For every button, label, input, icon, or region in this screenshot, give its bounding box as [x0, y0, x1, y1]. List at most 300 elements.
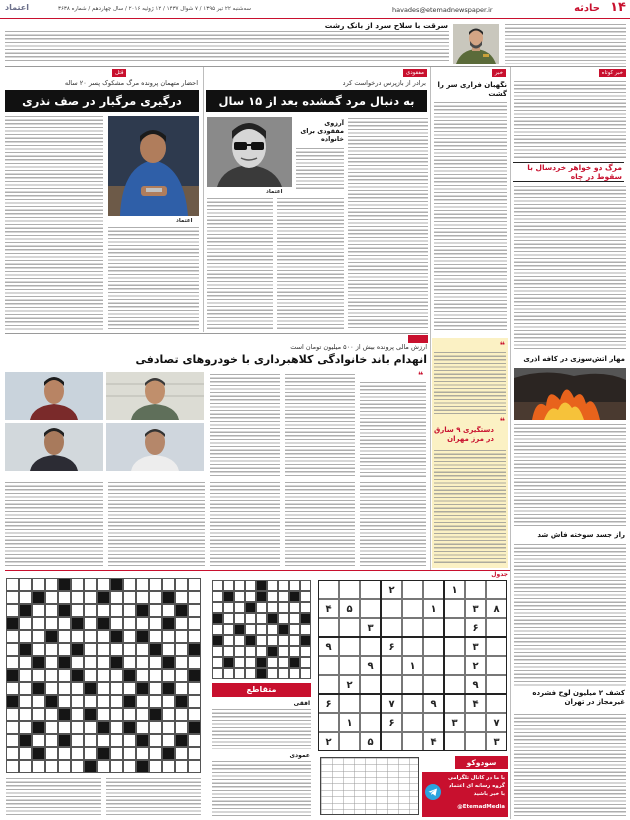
crossword-clues-2: [106, 778, 201, 816]
crossword-black-cell: [188, 669, 201, 682]
missing-story-body-text-2: [348, 118, 428, 330]
crossword-black-cell: [110, 656, 123, 669]
crossword-cell: [289, 580, 300, 591]
telegram-line1: با ما در کانال تلگرامی: [447, 775, 505, 781]
sudoku-box: [318, 637, 381, 694]
mid-page-divider: [5, 333, 428, 334]
short-news-body-text: [514, 81, 626, 159]
crossword-cell: [136, 669, 149, 682]
sudoku-box: [381, 694, 444, 751]
crossword-cell: [58, 643, 71, 656]
crossword-black-cell: [300, 635, 311, 646]
sudoku-cell: ۹: [465, 675, 486, 694]
crossword-cell: [32, 630, 45, 643]
crossword-cell: [267, 635, 278, 646]
crossword-cell: [123, 747, 136, 760]
mini-crossword-label: متقاطع: [212, 683, 311, 697]
crossword-black-cell: [278, 624, 289, 635]
across-clues-label: افقی: [293, 700, 310, 707]
crossword-black-cell: [71, 669, 84, 682]
sidebar-story4-body-text: [514, 714, 626, 816]
crossword-clues-1: [6, 778, 101, 816]
missing-story-body-text-3: [207, 198, 273, 330]
sudoku-box: [444, 694, 507, 751]
crossword-black-cell: [32, 656, 45, 669]
crossword-black-cell: [212, 613, 223, 624]
crossword-cell: [149, 656, 162, 669]
top-story-divider: [5, 66, 626, 67]
crossword-black-cell: [97, 617, 110, 630]
crossword-cell: [84, 630, 97, 643]
crossword-cell: [110, 734, 123, 747]
crossword-cell: [19, 617, 32, 630]
crossword-cell: [256, 602, 267, 613]
crossword-cell: [267, 668, 278, 679]
fraud-story-body-text-2: [285, 374, 355, 478]
crossword-cell: [71, 695, 84, 708]
newspaper-logo: اعتماد: [5, 3, 29, 12]
sudoku-cell: ۶: [465, 618, 486, 637]
quote-icon: ❝: [499, 417, 505, 427]
sudoku-cell: ۱: [444, 580, 465, 599]
crossword-black-cell: [6, 669, 19, 682]
crossword-cell: [123, 617, 136, 630]
crossword-cell: [6, 643, 19, 656]
across-clues: [212, 709, 311, 749]
crossword-cell: [84, 591, 97, 604]
crossword-black-cell: [136, 682, 149, 695]
crossword-cell: [300, 591, 311, 602]
crossword-cell: [32, 604, 45, 617]
crossword-cell: [256, 646, 267, 657]
crossword-cell: [300, 646, 311, 657]
crossword-cell: [110, 643, 123, 656]
murder-story-byline: اعتماد: [176, 218, 193, 224]
page-header: [0, 0, 630, 19]
crossword-cell: [136, 578, 149, 591]
crossword-cell: [71, 604, 84, 617]
crossword-cell: [289, 635, 300, 646]
crossword-cell: [223, 624, 234, 635]
crossword-cell: [6, 708, 19, 721]
crossword-cell: [123, 656, 136, 669]
border-story-body-text: [434, 450, 506, 564]
crossword-black-cell: [19, 643, 32, 656]
down-clues-label: عمودی: [289, 752, 310, 759]
crossword-cell: [32, 734, 45, 747]
short-news-label: خبر کوتاه: [599, 69, 626, 77]
crossword-cell: [223, 668, 234, 679]
crossword-cell: [267, 602, 278, 613]
crossword-cell: [6, 604, 19, 617]
crossword-black-cell: [58, 578, 71, 591]
crossword-cell: [245, 613, 256, 624]
crossword-cell: [32, 669, 45, 682]
sudoku-cell: ۱: [423, 599, 444, 618]
crossword-cell: [223, 613, 234, 624]
crossword-black-cell: [84, 760, 97, 773]
crossword-black-cell: [256, 591, 267, 602]
crossword-black-cell: [149, 643, 162, 656]
fraud-story-body-text-4: [5, 482, 103, 566]
missing-story-tag: مفقودی: [403, 69, 427, 77]
crossword-cell: [97, 708, 110, 721]
crossword-cell: [149, 630, 162, 643]
sidebar-divider: [510, 67, 511, 819]
sidebar-story4-headline: کشف ۲ میلیون لوح فشرده غیرمجاز در تهران: [532, 689, 625, 706]
crossword-black-cell: [149, 708, 162, 721]
sidebar-story3-body-text: [514, 544, 626, 686]
crossword-cell: [45, 760, 58, 773]
crossword-cell: [175, 630, 188, 643]
crossword-cell: [6, 760, 19, 773]
crossword-black-cell: [289, 591, 300, 602]
crossword-cell: [32, 708, 45, 721]
crossword-cell: [123, 734, 136, 747]
crossword-cell: [110, 669, 123, 682]
crossword-cell: [223, 635, 234, 646]
crossword-cell: [136, 747, 149, 760]
crossword-cell: [188, 695, 201, 708]
crossword-cell: [245, 668, 256, 679]
crossword-cell: [162, 721, 175, 734]
crossword-cell: [149, 721, 162, 734]
crossword-cell: [289, 613, 300, 624]
telegram-handle: @EtemadMedia: [457, 804, 505, 810]
crossword-cell: [136, 617, 149, 630]
border-story-headline: دستگیری ۹ سارق در مرز مهران: [434, 426, 494, 443]
sidebar-story1-body-text: [514, 186, 626, 350]
crossword-black-cell: [162, 682, 175, 695]
crossword-black-cell: [6, 617, 19, 630]
crossword-black-cell: [58, 708, 71, 721]
column2-divider: [430, 67, 431, 570]
crossword-cell: [110, 617, 123, 630]
section-email: havades@etemadnewspaper.ir: [392, 6, 493, 14]
crossword-cell: [71, 630, 84, 643]
crossword-cell: [45, 734, 58, 747]
crossword-cell: [19, 591, 32, 604]
top-story-body-text-right: [505, 24, 626, 64]
crossword-cell: [97, 656, 110, 669]
crossword-black-cell: [136, 734, 149, 747]
crossword-cell: [267, 657, 278, 668]
fraud-story-headline: انهدام باند خانوادگی کلاهبرداری با خودروهای تصادفی: [135, 353, 427, 366]
crossword-cell: [71, 682, 84, 695]
sudoku-cell: ۶: [318, 694, 339, 713]
sudoku-cell: ۴: [318, 599, 339, 618]
crossword-cell: [162, 643, 175, 656]
crossword-cell: [212, 602, 223, 613]
crossword-cell: [256, 635, 267, 646]
crossword-cell: [278, 580, 289, 591]
crossword-black-cell: [58, 656, 71, 669]
crossword-cell: [123, 578, 136, 591]
crossword-cell: [58, 747, 71, 760]
crossword-black-cell: [162, 617, 175, 630]
crossword-cell: [110, 747, 123, 760]
crossword-black-cell: [97, 721, 110, 734]
crossword-cell: [300, 602, 311, 613]
crossword-cell: [58, 695, 71, 708]
sudoku-grid: [318, 580, 507, 751]
crossword-cell: [45, 578, 58, 591]
fraud-story-kicker: ارزش مالی پرونده بیش از ۵۰۰ میلیون تومان است: [290, 343, 427, 351]
crossword-cell: [234, 580, 245, 591]
crossword-cell: [267, 591, 278, 602]
sudoku-cell: ۳: [444, 713, 465, 732]
crossword-black-cell: [245, 602, 256, 613]
telegram-line3: با خبر باشید: [473, 791, 505, 797]
sudoku-cell: ۳: [465, 599, 486, 618]
column2-headline: نگهبان فراری سر را گشت: [437, 81, 507, 98]
crossword-cell: [97, 682, 110, 695]
fraud-story-body-text-1: [210, 374, 280, 478]
crossword-cell: [84, 669, 97, 682]
crossword-cell: [223, 602, 234, 613]
section-title: حادثه: [574, 3, 600, 14]
mini-crossword-grid: [212, 580, 311, 679]
crossword-cell: [175, 669, 188, 682]
sudoku-solution-grid: [320, 757, 419, 815]
crossword-cell: [19, 682, 32, 695]
crossword-black-cell: [267, 646, 278, 657]
fraud-story-body-text-5: [108, 482, 205, 566]
crossword-cell: [6, 578, 19, 591]
crossword-black-cell: [84, 708, 97, 721]
dateline: سه‌شنبه ۲۲ تیر ۱۳۹۵ / ۷ شوال ۱۴۳۷ / ۱۲ ژوئیه ۲۰۱۶ / سال چهاردهم / شماره ۳۶۳۸: [58, 6, 251, 12]
crossword-cell: [300, 668, 311, 679]
crossword-black-cell: [97, 747, 110, 760]
crossword-cell: [175, 760, 188, 773]
crossword-cell: [175, 656, 188, 669]
sudoku-cell: ۴: [465, 694, 486, 713]
crossword-black-cell: [58, 734, 71, 747]
column2-tag: خبر: [492, 69, 506, 77]
crossword-cell: [223, 580, 234, 591]
sudoku-cell: ۲: [318, 732, 339, 751]
murder-story-body-text-1: [5, 116, 103, 331]
highlight-column: [432, 338, 508, 568]
crossword-cell: [71, 734, 84, 747]
crossword-black-cell: [234, 624, 245, 635]
crossword-cell: [245, 591, 256, 602]
crossword-cell: [32, 695, 45, 708]
crossword-cell: [19, 708, 32, 721]
murder-story-headline: درگیری مرگبار در صف نذری: [5, 90, 199, 112]
crossword-cell: [278, 635, 289, 646]
suspect-mugshot-1: [5, 372, 103, 420]
crossword-cell: [149, 617, 162, 630]
crossword-cell: [300, 624, 311, 635]
highlight-column-body-text: [434, 352, 506, 414]
top-story-headline: سرقت با سلاح سرد از بانک رشت: [324, 21, 448, 30]
sudoku-cell: ۵: [339, 599, 360, 618]
murder-story-kicker: احضار متهمان پرونده مرگ مشکوک پسر ۲۰ ساله: [64, 79, 198, 87]
sidebar-story1-headline: مرگ دو خواهر خردسال با سقوط در چاه: [513, 162, 624, 182]
sudoku-cell: ۱: [402, 656, 423, 675]
sidebar-story2-headline: مهار آتش‌سوزی در کافه آذری: [523, 355, 625, 363]
column-divider: [203, 67, 204, 332]
crossword-cell: [19, 669, 32, 682]
crossword-cell: [58, 760, 71, 773]
crossword-cell: [162, 630, 175, 643]
crossword-cell: [123, 682, 136, 695]
crossword-cell: [71, 708, 84, 721]
crossword-cell: [123, 760, 136, 773]
telegram-promo: [422, 772, 508, 817]
crossword-cell: [123, 708, 136, 721]
crossword-cell: [19, 695, 32, 708]
crossword-cell: [175, 708, 188, 721]
missing-story-body-text-1: [296, 148, 344, 190]
sudoku-cell: ۱: [339, 713, 360, 732]
crossword-black-cell: [223, 657, 234, 668]
crossword-cell: [19, 760, 32, 773]
crossword-black-cell: [110, 578, 123, 591]
crossword-cell: [278, 646, 289, 657]
crossword-cell: [84, 578, 97, 591]
crossword-black-cell: [289, 657, 300, 668]
crossword-cell: [19, 630, 32, 643]
sudoku-cell: ۲: [465, 656, 486, 675]
crossword-cell: [6, 656, 19, 669]
crossword-cell: [234, 657, 245, 668]
crossword-cell: [300, 657, 311, 668]
sudoku-cell: ۲: [381, 580, 402, 599]
crossword-cell: [136, 695, 149, 708]
crossword-cell: [19, 656, 32, 669]
crossword-cell: [110, 604, 123, 617]
crossword-black-cell: [223, 591, 234, 602]
crossword-black-cell: [32, 747, 45, 760]
crossword-cell: [149, 591, 162, 604]
crossword-black-cell: [212, 635, 223, 646]
fraud-story-body-text-6: [210, 482, 280, 566]
crossword-cell: [162, 578, 175, 591]
crossword-cell: [256, 613, 267, 624]
crossword-cell: [162, 695, 175, 708]
crossword-cell: [32, 617, 45, 630]
crossword-cell: [58, 721, 71, 734]
crossword-cell: [71, 721, 84, 734]
crossword-cell: [188, 760, 201, 773]
crossword-cell: [175, 578, 188, 591]
crossword-cell: [97, 734, 110, 747]
crossword-cell: [162, 669, 175, 682]
crossword-cell: [45, 656, 58, 669]
crossword-cell: [84, 617, 97, 630]
crossword-cell: [71, 656, 84, 669]
crossword-cell: [71, 760, 84, 773]
crossword-cell: [149, 747, 162, 760]
crossword-black-cell: [123, 669, 136, 682]
sudoku-cell: ۳: [360, 618, 381, 637]
crossword-cell: [278, 657, 289, 668]
crossword-cell: [110, 682, 123, 695]
sudoku-cell: ۲: [339, 675, 360, 694]
fire-photo: [514, 368, 626, 420]
crossword-black-cell: [136, 760, 149, 773]
crossword-black-cell: [136, 604, 149, 617]
crossword-black-cell: [110, 630, 123, 643]
top-story-photo: [453, 24, 499, 64]
fraud-story-tag: [408, 335, 428, 343]
crossword-black-cell: [84, 682, 97, 695]
crossword-cell: [300, 580, 311, 591]
crossword-cell: [97, 760, 110, 773]
crossword-cell: [149, 760, 162, 773]
crossword-cell: [188, 591, 201, 604]
crossword-cell: [45, 604, 58, 617]
crossword-black-cell: [32, 682, 45, 695]
crossword-black-cell: [71, 643, 84, 656]
fraud-story-body-text-3: [360, 382, 426, 478]
crossword-cell: [149, 682, 162, 695]
crossword-cell: [149, 734, 162, 747]
crossword-cell: [212, 624, 223, 635]
crossword-cell: [136, 708, 149, 721]
crossword-grid: [6, 578, 201, 773]
crossword-cell: [245, 580, 256, 591]
sudoku-cell: ۷: [381, 694, 402, 713]
crossword-black-cell: [300, 613, 311, 624]
crossword-cell: [212, 668, 223, 679]
sudoku-cell: ۹: [318, 637, 339, 656]
crossword-cell: [175, 643, 188, 656]
crossword-cell: [71, 591, 84, 604]
crossword-black-cell: [175, 734, 188, 747]
crossword-cell: [188, 604, 201, 617]
crossword-cell: [45, 643, 58, 656]
crossword-black-cell: [175, 604, 188, 617]
crossword-cell: [188, 656, 201, 669]
top-story-body-text: [5, 31, 449, 62]
crossword-cell: [136, 721, 149, 734]
crossword-cell: [212, 646, 223, 657]
sudoku-cell: ۶: [381, 713, 402, 732]
sudoku-box: [381, 580, 444, 637]
crossword-cell: [212, 657, 223, 668]
crossword-black-cell: [162, 591, 175, 604]
crossword-cell: [19, 721, 32, 734]
crossword-cell: [289, 602, 300, 613]
crossword-cell: [223, 646, 234, 657]
crossword-black-cell: [162, 747, 175, 760]
sidebar-story3-headline: راز جسد سوخته فاش شد: [537, 531, 625, 539]
crossword-cell: [175, 721, 188, 734]
crossword-black-cell: [136, 630, 149, 643]
crossword-cell: [45, 617, 58, 630]
suspect-photo: [108, 116, 199, 216]
crossword-black-cell: [6, 695, 19, 708]
crossword-black-cell: [188, 721, 201, 734]
sudoku-cell: ۳: [465, 637, 486, 656]
crossword-cell: [136, 656, 149, 669]
crossword-cell: [188, 747, 201, 760]
down-clues: [212, 761, 311, 816]
crossword-cell: [188, 708, 201, 721]
crossword-cell: [234, 646, 245, 657]
crossword-cell: [6, 591, 19, 604]
puzzle-section-divider: [5, 570, 510, 571]
crossword-cell: [97, 578, 110, 591]
crossword-cell: [84, 604, 97, 617]
crossword-black-cell: [162, 656, 175, 669]
crossword-cell: [45, 669, 58, 682]
crossword-cell: [278, 591, 289, 602]
sudoku-box: [318, 580, 381, 637]
